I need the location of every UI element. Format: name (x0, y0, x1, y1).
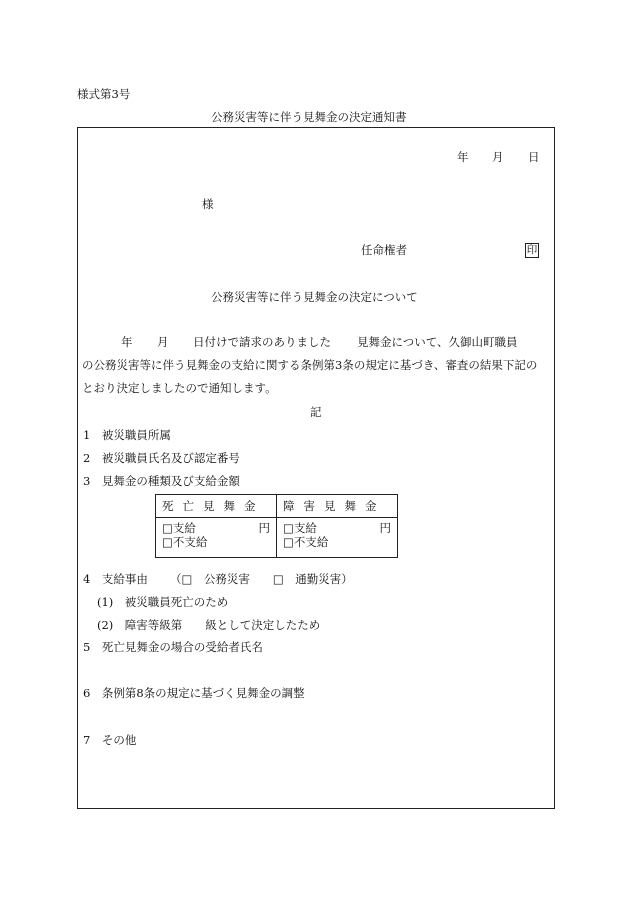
body-line2: の公務災害等に伴う見舞金の支給に関する条例第3条の規定に基づき、審査の結果下記の (82, 358, 538, 372)
death-header-cell (156, 495, 277, 518)
death-nopay-option: □不支給 (162, 535, 208, 549)
disability-header: 障害見舞金 (283, 499, 386, 513)
body-month: 月 (157, 335, 169, 349)
item-6: 6 条例第8条の規定に基づく見舞金の調整 (83, 686, 305, 700)
body-line1-end: 見舞金について、久御山町職員 (357, 335, 518, 349)
subject-line: 公務災害等に伴う見舞金の決定について (211, 290, 418, 304)
disability-pay-option: □支給 (283, 521, 317, 535)
date-month: 月 (492, 150, 504, 164)
date-day: 日 (528, 150, 540, 164)
document-title: 公務災害等に伴う見舞金の決定通知書 (211, 110, 407, 124)
item-4-sub1: (1) 被災職員死亡のため (97, 595, 229, 609)
death-pay-option: □支給 (162, 521, 196, 535)
disability-header-cell (277, 495, 398, 518)
disability-body-cell (277, 518, 398, 558)
seal-mark (525, 242, 539, 258)
body-day-text: 日付けで請求のありました (193, 335, 331, 349)
item-7: 7 その他 (83, 733, 137, 747)
item-5: 5 死亡見舞金の場合の受給者氏名 (83, 640, 263, 654)
form-frame (77, 127, 555, 809)
death-body-cell (156, 518, 277, 558)
body-year: 年 (121, 335, 133, 349)
item-4-sub2: (2) 障害等級第 級として決定したため (97, 618, 321, 632)
amount-table (155, 494, 398, 558)
body-line3: とおり決定しましたので通知します。 (82, 381, 277, 395)
seal-char: 印 (526, 244, 538, 256)
date-year: 年 (457, 150, 469, 164)
authority-label: 任命権者 (361, 243, 407, 257)
item-2: 2 被災職員氏名及び認定番号 (83, 451, 240, 465)
addressee-suffix: 様 (202, 197, 214, 211)
item-1: 1 被災職員所属 (83, 428, 171, 442)
form-number: 様式第3号 (77, 87, 131, 101)
item-4-options: （□ 公務災害 □ 通勤災害） (170, 572, 353, 586)
disability-yen: 円 (379, 521, 391, 535)
death-header: 死亡見舞金 (162, 499, 265, 513)
ki-heading: 記 (310, 405, 322, 419)
disability-nopay-option: □不支給 (283, 535, 329, 549)
item-3: 3 見舞金の種類及び支給金額 (83, 474, 240, 488)
death-yen: 円 (258, 521, 270, 535)
item-4-label: 4 支給事由 (83, 572, 148, 586)
